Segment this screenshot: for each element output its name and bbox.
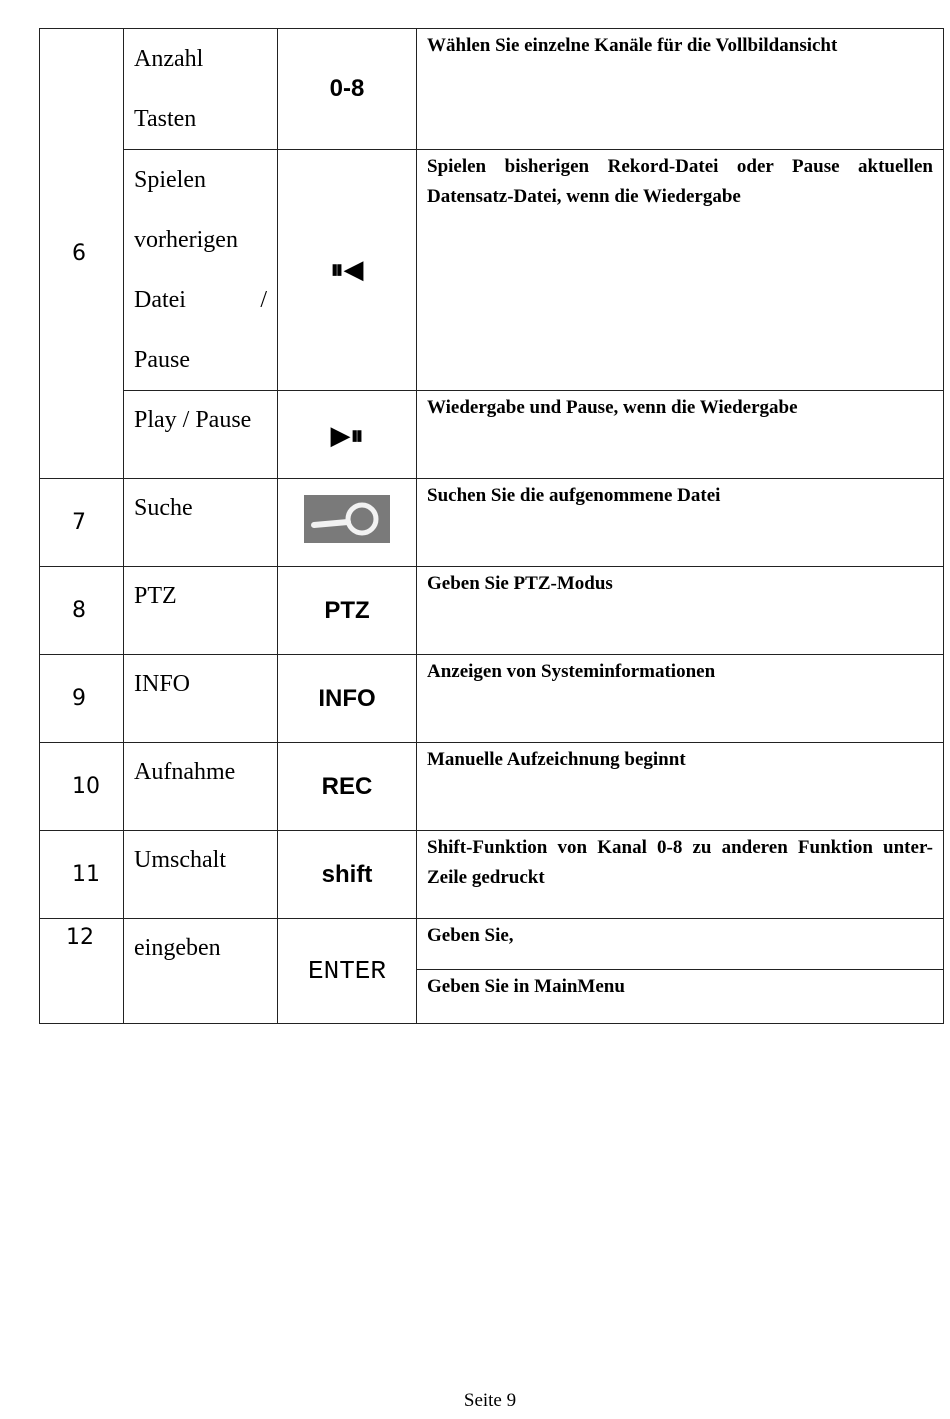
row-name: INFO [124,655,278,743]
table-row [40,831,944,919]
row-description: Spielen bisherigen Rekord-Datei oder Pause aktuellen Datensatz-Datei, wenn die Wiedergabe [417,150,944,391]
row-name: Play / Pause [124,391,278,479]
row-name: PTZ [124,567,278,655]
row-number: 11 [40,831,124,919]
row-name: Umschalt [124,831,278,919]
table-row [40,919,944,1024]
row-name-line: Datei / [134,287,267,313]
row-description-line: Geben Sie, [417,919,943,970]
row-number: 7 [40,479,124,567]
row-name: Aufnahme [124,743,278,831]
magnifier-graphic [304,495,390,543]
row-key: ENTER [278,919,417,1024]
row-name: eingeben [124,919,278,1024]
row-key: REC [278,743,417,831]
previous-pause-icon [278,150,417,391]
row-description: Geben Sie PTZ-Modus [417,567,944,655]
row-name-line: Spielen [134,167,206,193]
row-key: PTZ [278,567,417,655]
row-description: Suchen Sie die aufgenommene Datei [417,479,944,567]
row-number: 10 [40,743,124,831]
search-icon [278,479,417,567]
previous-pause-glyph: ⏸◀ [330,254,364,285]
row-key: 0-8 [278,29,417,150]
table-row [40,567,944,655]
row-key: INFO [278,655,417,743]
row-description: Shift-Funktion von Kanal 0-8 zu anderen Funktion unter-Zeile gedruckt [417,831,944,919]
row-number: 9 [40,655,124,743]
row-name: Suche [124,479,278,567]
row-description: Wählen Sie einzelne Kanäle für die Vollbildansicht [417,29,944,150]
table-row [40,150,944,391]
row-name [124,150,278,391]
row-description-line: Geben Sie in MainMenu [427,976,625,997]
row-number: 8 [40,567,124,655]
row-name-line: vorherigen [134,227,238,253]
row-number: 6 [40,29,124,479]
row-name-text: Anzahl Tasten [134,46,204,132]
row-name [124,29,278,150]
row-description: Anzeigen von Systeminformationen [417,655,944,743]
table-row [40,479,944,567]
play-pause-icon [278,391,417,479]
row-number: 12 [40,919,124,1024]
row-description [417,919,944,1024]
table-row [40,655,944,743]
row-description: Manuelle Aufzeichnung beginnt [417,743,944,831]
keys-table [39,28,944,1024]
play-pause-glyph: ▶⏸ [330,421,364,451]
table-row [40,743,944,831]
row-key: shift [278,831,417,919]
page-footer: Seite 9 [463,1390,517,1411]
row-name-line: Pause [134,347,190,373]
table-row [40,391,944,479]
row-description: Wiedergabe und Pause, wenn die Wiedergabe [417,391,944,479]
table-row [40,29,944,150]
